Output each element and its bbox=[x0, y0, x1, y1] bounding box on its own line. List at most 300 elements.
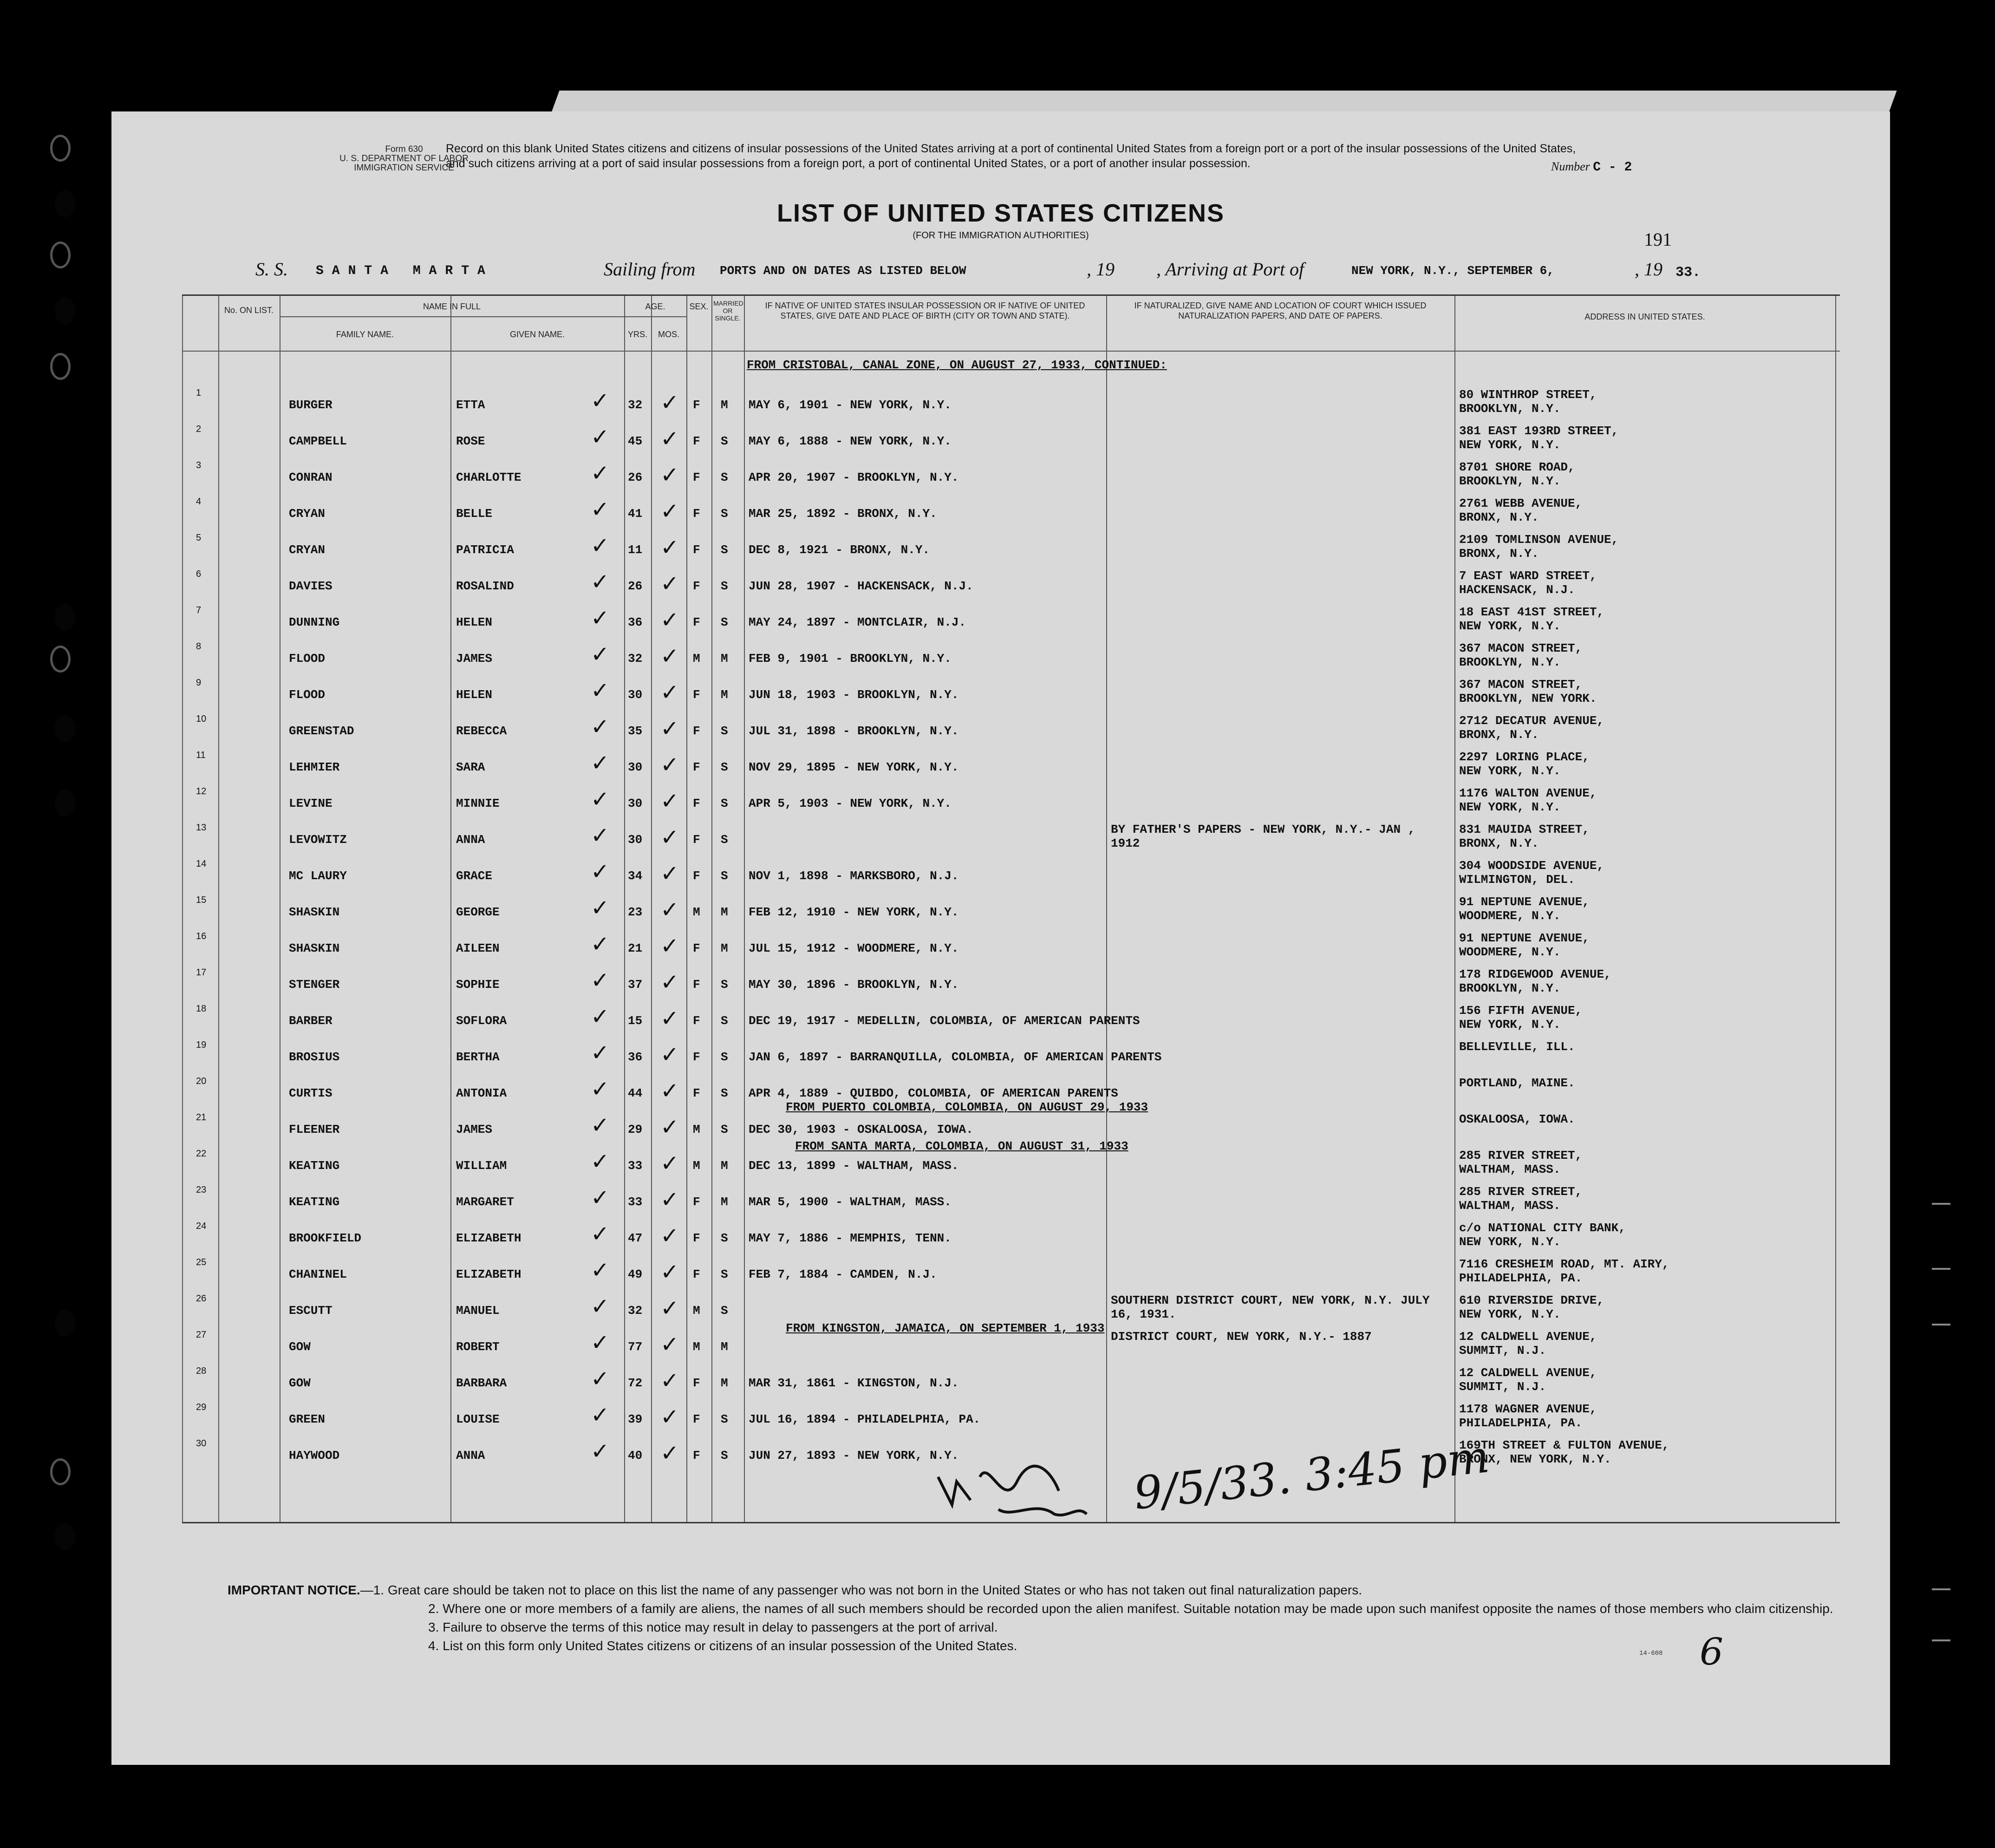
birth-date-place: MAR 5, 1900 - WALTHAM, MASS. bbox=[749, 1195, 952, 1209]
col-mos: MOS. bbox=[658, 330, 679, 339]
binder-hole bbox=[50, 242, 71, 268]
row-number: 2 bbox=[196, 424, 202, 434]
row-number: 30 bbox=[196, 1438, 207, 1449]
birth-date-place: JUL 31, 1898 - BROOKLYN, N.Y. bbox=[749, 724, 959, 738]
check-mark-icon: ✓ bbox=[591, 1185, 610, 1211]
address-line-2: HACKENSACK, N.J. bbox=[1459, 583, 1575, 597]
table-row bbox=[182, 1362, 1840, 1398]
table-row bbox=[182, 855, 1840, 891]
birth-date-place: NOV 1, 1898 - MARKSBORO, N.J. bbox=[749, 869, 959, 883]
sex: M bbox=[693, 652, 700, 666]
address-line-2: NEW YORK, N.Y. bbox=[1459, 1235, 1561, 1249]
marital-status: S bbox=[721, 1304, 728, 1318]
given-name: ROSALIND bbox=[456, 579, 514, 593]
check-mark-icon: ✓ bbox=[591, 678, 610, 704]
row-number: 14 bbox=[196, 859, 207, 869]
row-number: 23 bbox=[196, 1185, 207, 1195]
table-row bbox=[182, 638, 1840, 674]
family-name: BURGER bbox=[289, 398, 332, 412]
age-years: 45 bbox=[628, 434, 643, 448]
address-line-1: 7116 CRESHEIM ROAD, MT. AIRY, bbox=[1459, 1257, 1669, 1271]
check-mark-icon: ✓ bbox=[591, 569, 610, 595]
col-married-single: MARRIED OR SINGLE. bbox=[713, 300, 743, 322]
section-header: FROM CRISTOBAL, CANAL ZONE, ON AUGUST 27, 1933, CONTINUED: bbox=[747, 358, 1167, 372]
given-name: BELLE bbox=[456, 507, 493, 521]
edge-mark bbox=[1932, 1268, 1950, 1270]
birth-date-place: JAN 6, 1897 - BARRANQUILLA, COLOMBIA, OF AMERICAN PARENTS bbox=[749, 1050, 1162, 1064]
age-years: 30 bbox=[628, 797, 643, 810]
sex: F bbox=[693, 941, 700, 955]
col-native: IF NATIVE OF UNITED STATES INSULAR POSSESSION OR IF NATIVE OF UNITED STATES, GIVE DATE AND PLACE OF BIRTH (CITY OR TOWN AND STATE). bbox=[765, 301, 1085, 320]
check-mark-icon: ✓ bbox=[591, 533, 610, 559]
address-line-1: 8701 SHORE ROAD, bbox=[1459, 460, 1575, 474]
col-naturalized: IF NATURALIZED, GIVE NAME AND LOCATION OF COURT WHICH ISSUED NATURALIZATION PAPERS, AND DATE OF PAPERS. bbox=[1134, 301, 1427, 320]
edge-mark bbox=[1932, 1324, 1950, 1326]
age-years: 26 bbox=[628, 579, 643, 593]
row-number: 11 bbox=[196, 750, 206, 760]
row-number: 24 bbox=[196, 1221, 207, 1231]
sex: M bbox=[693, 1340, 700, 1354]
address-line-2: PHILADELPHIA, PA. bbox=[1459, 1271, 1583, 1285]
address-line-2: WALTHAM, MASS. bbox=[1459, 1162, 1561, 1176]
check-mark-icon: ✓ bbox=[660, 969, 679, 995]
form-code: 14-608 bbox=[1639, 1650, 1663, 1657]
row-number: 29 bbox=[196, 1402, 207, 1412]
address-line-1: PORTLAND, MAINE. bbox=[1459, 1076, 1575, 1090]
given-name: LOUISE bbox=[456, 1412, 500, 1426]
sex: F bbox=[693, 1050, 700, 1064]
row-number: 18 bbox=[196, 1004, 207, 1014]
family-name: GREENSTAD bbox=[289, 724, 354, 738]
address-line-1: 7 EAST WARD STREET, bbox=[1459, 569, 1597, 583]
check-mark-icon: ✓ bbox=[591, 424, 610, 450]
row-number: 19 bbox=[196, 1040, 207, 1050]
table-row bbox=[182, 1109, 1840, 1145]
address-line-2: BRONX, N.Y. bbox=[1459, 836, 1539, 850]
row-number: 4 bbox=[196, 496, 202, 507]
table-row bbox=[182, 1072, 1840, 1109]
age-years: 37 bbox=[628, 978, 643, 992]
birth-date-place: FEB 12, 1910 - NEW YORK, N.Y. bbox=[749, 905, 959, 919]
sex: F bbox=[693, 869, 700, 883]
table-row bbox=[182, 420, 1840, 457]
section-header: FROM SANTA MARTA, COLOMBIA, ON AUGUST 31, 1933 bbox=[795, 1139, 1128, 1153]
birth-date-place: FEB 7, 1884 - CAMDEN, N.J. bbox=[749, 1267, 937, 1281]
family-name: HAYWOOD bbox=[289, 1449, 340, 1463]
marital-status: S bbox=[721, 543, 728, 557]
table-row bbox=[182, 529, 1840, 565]
table-row bbox=[182, 746, 1840, 783]
check-mark-icon: ✓ bbox=[660, 426, 679, 452]
given-name: JAMES bbox=[456, 652, 493, 666]
birth-date-place: DEC 13, 1899 - WALTHAM, MASS. bbox=[749, 1159, 959, 1173]
marital-status: S bbox=[721, 978, 728, 992]
birth-date-place: JUL 16, 1894 - PHILADELPHIA, PA. bbox=[749, 1412, 981, 1426]
address-line-1: 12 CALDWELL AVENUE, bbox=[1459, 1330, 1597, 1344]
birth-date-place: APR 4, 1889 - QUIBDO, COLOMBIA, OF AMERICAN PARENTS bbox=[749, 1086, 1118, 1100]
row-number: 3 bbox=[196, 460, 202, 470]
marital-status: S bbox=[721, 833, 728, 847]
age-years: 44 bbox=[628, 1086, 643, 1100]
age-years: 77 bbox=[628, 1340, 643, 1354]
check-mark-icon: ✓ bbox=[660, 861, 679, 887]
address-line-2: NEW YORK, N.Y. bbox=[1459, 800, 1561, 814]
table-row bbox=[182, 565, 1840, 601]
marital-status: S bbox=[721, 507, 728, 521]
address-line-2: BROOKLYN, N.Y. bbox=[1459, 402, 1561, 416]
manifest-sheet bbox=[111, 111, 1890, 1765]
birth-date-place: MAY 6, 1888 - NEW YORK, N.Y. bbox=[749, 434, 952, 448]
department-name: U. S. DEPARTMENT OF LABOR bbox=[339, 154, 469, 163]
check-mark-icon: ✓ bbox=[660, 498, 679, 524]
table-row bbox=[182, 1290, 1840, 1326]
age-years: 39 bbox=[628, 1412, 643, 1426]
binder-hole bbox=[50, 135, 71, 162]
sailing-label: Sailing from bbox=[604, 259, 696, 280]
age-years: 40 bbox=[628, 1449, 643, 1463]
check-mark-icon: ✓ bbox=[591, 1221, 610, 1247]
address-line-2: BROOKLYN, N.Y. bbox=[1459, 474, 1561, 488]
birth-date-place: APR 5, 1903 - NEW YORK, N.Y. bbox=[749, 797, 952, 810]
sex: F bbox=[693, 1231, 700, 1245]
sex: F bbox=[693, 760, 700, 774]
age-years: 30 bbox=[628, 760, 643, 774]
marital-status: S bbox=[721, 1086, 728, 1100]
row-number: 22 bbox=[196, 1149, 207, 1159]
check-mark-icon: ✓ bbox=[591, 786, 610, 812]
given-name: BERTHA bbox=[456, 1050, 500, 1064]
arriving-label: , Arriving at Port of bbox=[1156, 259, 1304, 280]
address-line-1: 91 NEPTUNE AVENUE, bbox=[1459, 895, 1590, 909]
check-mark-icon: ✓ bbox=[660, 1368, 679, 1394]
row-number: 13 bbox=[196, 823, 207, 833]
check-mark-icon: ✓ bbox=[591, 1330, 610, 1356]
address-line-1: 1178 WAGNER AVENUE, bbox=[1459, 1402, 1597, 1416]
year-label: , 19 bbox=[1087, 259, 1115, 280]
check-mark-icon: ✓ bbox=[660, 752, 679, 778]
birth-date-place: DEC 19, 1917 - MEDELLIN, COLOMBIA, OF AMERICAN PARENTS bbox=[749, 1014, 1140, 1028]
check-mark-icon: ✓ bbox=[660, 1404, 679, 1430]
check-mark-icon: ✓ bbox=[591, 1076, 610, 1102]
arriving-port: NEW YORK, N.Y., SEPTEMBER 6, bbox=[1351, 264, 1554, 278]
address-line-2: WOODMERE, N.Y. bbox=[1459, 909, 1561, 923]
row-number: 16 bbox=[196, 931, 207, 941]
given-name: SOPHIE bbox=[456, 978, 500, 992]
age-years: 26 bbox=[628, 470, 643, 484]
given-name: MANUEL bbox=[456, 1304, 500, 1318]
naturalization-info: SOUTHERN DISTRICT COURT, NEW YORK, N.Y. JULY 16, 1931. bbox=[1111, 1293, 1430, 1321]
table-row bbox=[182, 1145, 1840, 1181]
marital-status: M bbox=[721, 398, 728, 412]
edge-mark bbox=[1932, 1639, 1950, 1641]
given-name: SOFLORA bbox=[456, 1014, 507, 1028]
address-line-2: WILMINGTON, DEL. bbox=[1459, 873, 1575, 887]
given-name: HELEN bbox=[456, 615, 493, 629]
birth-date-place: MAR 31, 1861 - KINGSTON, N.J. bbox=[749, 1376, 959, 1390]
given-name: CHARLOTTE bbox=[456, 470, 522, 484]
age-years: 47 bbox=[628, 1231, 643, 1245]
family-name: FLOOD bbox=[289, 688, 326, 702]
family-name: CHANINEL bbox=[289, 1267, 347, 1281]
birth-date-place: MAY 30, 1896 - BROOKLYN, N.Y. bbox=[749, 978, 959, 992]
given-name: ANNA bbox=[456, 1449, 485, 1463]
row-number: 8 bbox=[196, 641, 202, 652]
list-number bbox=[1551, 160, 1632, 175]
number-value: C - 2 bbox=[1593, 160, 1632, 175]
marital-status: S bbox=[721, 797, 728, 810]
given-name: REBECCA bbox=[456, 724, 507, 738]
given-name: AILEEN bbox=[456, 941, 500, 955]
sex: M bbox=[693, 905, 700, 919]
table-row bbox=[182, 457, 1840, 493]
age-years: 15 bbox=[628, 1014, 643, 1028]
row-number: 26 bbox=[196, 1293, 207, 1304]
marital-status: S bbox=[721, 1412, 728, 1426]
year-prefix: , 19 bbox=[1635, 259, 1662, 280]
age-years: 32 bbox=[628, 652, 643, 666]
row-number: 6 bbox=[196, 569, 202, 579]
row-number: 28 bbox=[196, 1366, 207, 1376]
check-mark-icon: ✓ bbox=[660, 535, 679, 561]
sex: M bbox=[693, 1159, 700, 1173]
check-mark-icon: ✓ bbox=[660, 1223, 679, 1249]
sex: M bbox=[693, 1123, 700, 1136]
family-name: LEVINE bbox=[289, 797, 332, 810]
row-number: 25 bbox=[196, 1257, 207, 1267]
family-name: CRYAN bbox=[289, 507, 326, 521]
page-number: 191 bbox=[1644, 229, 1672, 250]
age-years: 36 bbox=[628, 615, 643, 629]
check-mark-icon: ✓ bbox=[660, 1006, 679, 1032]
marital-status: S bbox=[721, 760, 728, 774]
family-name: CURTIS bbox=[289, 1086, 332, 1100]
age-years: 72 bbox=[628, 1376, 643, 1390]
check-mark-icon: ✓ bbox=[660, 1114, 679, 1140]
marital-status: M bbox=[721, 688, 728, 702]
table-row bbox=[182, 1217, 1840, 1254]
check-mark-icon: ✓ bbox=[660, 1440, 679, 1466]
check-mark-icon: ✓ bbox=[660, 1332, 679, 1358]
address-line-2: BROOKLYN, NEW YORK. bbox=[1459, 692, 1597, 705]
form-number: Form 630 bbox=[385, 144, 423, 154]
passenger-table bbox=[182, 294, 1840, 1523]
binder-hole bbox=[55, 715, 75, 742]
address-line-2: BRONX, N.Y. bbox=[1459, 547, 1539, 561]
address-line-1: 367 MACON STREET, bbox=[1459, 641, 1583, 655]
check-mark-icon: ✓ bbox=[591, 641, 610, 667]
edge-mark bbox=[1932, 1588, 1950, 1590]
marital-status: S bbox=[721, 615, 728, 629]
col-name-in-full: NAME IN FULL bbox=[423, 302, 481, 311]
sex: F bbox=[693, 833, 700, 847]
check-mark-icon: ✓ bbox=[660, 571, 679, 597]
given-name: ROSE bbox=[456, 434, 485, 448]
address-line-1: OSKALOOSA, IOWA. bbox=[1459, 1112, 1575, 1126]
address-line-2: BROOKLYN, N.Y. bbox=[1459, 981, 1561, 995]
page-subtitle: (FOR THE IMMIGRATION AUTHORITIES) bbox=[913, 230, 1089, 241]
sex: M bbox=[693, 1304, 700, 1318]
service-name: IMMIGRATION SERVICE bbox=[354, 163, 454, 173]
age-years: 32 bbox=[628, 398, 643, 412]
notice-item-2: 2. Where one or more members of a family are aliens, the names of all such members should be recorded upon the alien manifest. Suitable notation may be made upon such manifest opposite the names of those members who claim citizenship. bbox=[428, 1601, 1833, 1616]
row-number: 5 bbox=[196, 533, 202, 543]
table-row bbox=[182, 1036, 1840, 1072]
col-given-name: GIVEN NAME. bbox=[509, 330, 565, 339]
check-mark-icon: ✓ bbox=[660, 1150, 679, 1176]
marital-status: M bbox=[721, 941, 728, 955]
check-mark-icon: ✓ bbox=[591, 1402, 610, 1428]
age-years: 36 bbox=[628, 1050, 643, 1064]
table-row bbox=[182, 384, 1840, 420]
given-name: ELIZABETH bbox=[456, 1231, 522, 1245]
check-mark-icon: ✓ bbox=[660, 1259, 679, 1285]
address-line-1: 91 NEPTUNE AVENUE, bbox=[1459, 931, 1590, 945]
check-mark-icon: ✓ bbox=[660, 1078, 679, 1104]
sex: F bbox=[693, 507, 700, 521]
address-line-2: WOODMERE, N.Y. bbox=[1459, 945, 1561, 959]
notice-item-4: 4. List on this form only United States citizens or citizens of an insular possession of the United States. bbox=[428, 1639, 1017, 1653]
check-mark-icon: ✓ bbox=[660, 643, 679, 669]
address-line-2: BRONX, N.Y. bbox=[1459, 510, 1539, 524]
notice-label: IMPORTANT NOTICE. bbox=[228, 1583, 360, 1597]
address-line-1: BELLEVILLE, ILL. bbox=[1459, 1040, 1575, 1054]
number-label: Number bbox=[1551, 160, 1590, 173]
sex: F bbox=[693, 978, 700, 992]
family-name: FLOOD bbox=[289, 652, 326, 666]
col-address: ADDRESS IN UNITED STATES. bbox=[1584, 312, 1705, 321]
row-number: 7 bbox=[196, 605, 202, 615]
given-name: HELEN bbox=[456, 688, 493, 702]
address-line-1: 2712 DECATUR AVENUE, bbox=[1459, 714, 1604, 728]
birth-date-place: NOV 29, 1895 - NEW YORK, N.Y. bbox=[749, 760, 959, 774]
table-row bbox=[182, 1326, 1840, 1362]
birth-date-place: DEC 30, 1903 - OSKALOOSA, IOWA. bbox=[749, 1123, 973, 1136]
given-name: ANTONIA bbox=[456, 1086, 507, 1100]
marital-status: S bbox=[721, 1267, 728, 1281]
table-row bbox=[182, 674, 1840, 710]
binder-hole bbox=[55, 1310, 75, 1337]
sex: F bbox=[693, 434, 700, 448]
marital-status: S bbox=[721, 470, 728, 484]
given-name: SARA bbox=[456, 760, 485, 774]
check-mark-icon: ✓ bbox=[660, 788, 679, 814]
address-line-2: NEW YORK, N.Y. bbox=[1459, 1018, 1561, 1032]
family-name: CAMPBELL bbox=[289, 434, 347, 448]
marital-status: S bbox=[721, 1050, 728, 1064]
table-row bbox=[182, 783, 1840, 819]
address-line-2: WALTHAM, MASS. bbox=[1459, 1199, 1561, 1213]
check-mark-icon: ✓ bbox=[660, 607, 679, 633]
address-line-1: 367 MACON STREET, bbox=[1459, 678, 1583, 692]
table-row bbox=[182, 819, 1840, 855]
birth-date-place: JUN 27, 1893 - NEW YORK, N.Y. bbox=[749, 1449, 959, 1463]
binder-hole bbox=[50, 646, 71, 673]
address-line-2: BRONX, N.Y. bbox=[1459, 728, 1539, 742]
family-name: BARBER bbox=[289, 1014, 332, 1028]
check-mark-icon: ✓ bbox=[660, 1042, 679, 1068]
address-line-1: 156 FIFTH AVENUE, bbox=[1459, 1004, 1583, 1018]
sex: F bbox=[693, 797, 700, 810]
sex: F bbox=[693, 615, 700, 629]
binder-hole bbox=[50, 353, 71, 380]
naturalization-info: DISTRICT COURT, NEW YORK, N.Y.- 1887 bbox=[1111, 1330, 1372, 1344]
check-mark-icon: ✓ bbox=[660, 1295, 679, 1321]
sex: F bbox=[693, 688, 700, 702]
age-years: 33 bbox=[628, 1195, 643, 1209]
check-mark-icon: ✓ bbox=[591, 895, 610, 921]
check-mark-icon: ✓ bbox=[591, 1438, 610, 1464]
inspection-datetime: 9/5/33. 3:45 pm bbox=[1131, 1430, 1492, 1520]
marital-status: S bbox=[721, 1231, 728, 1245]
marital-status: S bbox=[721, 579, 728, 593]
address-line-1: 18 EAST 41ST STREET, bbox=[1459, 605, 1604, 619]
given-name: PATRICIA bbox=[456, 543, 514, 557]
check-mark-icon: ✓ bbox=[591, 823, 610, 849]
table-row bbox=[182, 1398, 1840, 1435]
binder-hole bbox=[55, 297, 75, 324]
check-mark-icon: ✓ bbox=[591, 1366, 610, 1392]
check-mark-icon: ✓ bbox=[591, 1149, 610, 1175]
page-title: LIST OF UNITED STATES CITIZENS bbox=[777, 199, 1225, 227]
family-name: GOW bbox=[289, 1376, 311, 1390]
address-line-1: 2297 LORING PLACE, bbox=[1459, 750, 1590, 764]
check-mark-icon: ✓ bbox=[591, 496, 610, 522]
age-years: 30 bbox=[628, 833, 643, 847]
birth-date-place: APR 20, 1907 - BROOKLYN, N.Y. bbox=[749, 470, 959, 484]
birth-date-place: JUN 18, 1903 - BROOKLYN, N.Y. bbox=[749, 688, 959, 702]
row-number: 12 bbox=[196, 786, 207, 797]
row-number: 20 bbox=[196, 1076, 207, 1086]
notice-item-1: —1. Great care should be taken not to place on this list the name of any passenger who was not born in the United States or who has not taken out final naturalization papers. bbox=[360, 1583, 1362, 1597]
address-line-2: BROOKLYN, N.Y. bbox=[1459, 655, 1561, 669]
family-name: FLEENER bbox=[289, 1123, 340, 1136]
age-years: 41 bbox=[628, 507, 643, 521]
row-number: 9 bbox=[196, 678, 202, 688]
address-line-1: 2109 TOMLINSON AVENUE, bbox=[1459, 533, 1619, 547]
sex: F bbox=[693, 1267, 700, 1281]
binder-hole bbox=[55, 1523, 75, 1550]
family-name: BROOKFIELD bbox=[289, 1231, 362, 1245]
birth-date-place: MAY 24, 1897 - MONTCLAIR, N.J. bbox=[749, 615, 966, 629]
sex: F bbox=[693, 1014, 700, 1028]
check-mark-icon: ✓ bbox=[591, 859, 610, 885]
check-mark-icon: ✓ bbox=[591, 1293, 610, 1319]
binder-hole bbox=[55, 604, 75, 631]
birth-date-place: JUL 15, 1912 - WOODMERE, N.Y. bbox=[749, 941, 959, 955]
address-line-2: NEW YORK, N.Y. bbox=[1459, 438, 1561, 452]
address-line-2: NEW YORK, N.Y. bbox=[1459, 1307, 1561, 1321]
sex: F bbox=[693, 579, 700, 593]
family-name: LEVOWITZ bbox=[289, 833, 347, 847]
check-mark-icon: ✓ bbox=[660, 897, 679, 923]
marital-status: M bbox=[721, 1340, 728, 1354]
check-mark-icon: ✓ bbox=[591, 931, 610, 957]
age-years: 29 bbox=[628, 1123, 643, 1136]
address-line-1: 285 RIVER STREET, bbox=[1459, 1149, 1583, 1162]
family-name: DUNNING bbox=[289, 615, 340, 629]
given-name: ELIZABETH bbox=[456, 1267, 522, 1281]
year-suffix: 33. bbox=[1676, 265, 1701, 281]
sex: F bbox=[693, 1376, 700, 1390]
birth-date-place: MAY 6, 1901 - NEW YORK, N.Y. bbox=[749, 398, 952, 412]
age-years: 23 bbox=[628, 905, 643, 919]
ship-name: SANTA MARTA bbox=[316, 264, 494, 278]
check-mark-icon: ✓ bbox=[591, 967, 610, 993]
check-mark-icon: ✓ bbox=[591, 1257, 610, 1283]
age-years: 32 bbox=[628, 1304, 643, 1318]
check-mark-icon: ✓ bbox=[660, 933, 679, 959]
family-name: KEATING bbox=[289, 1195, 340, 1209]
